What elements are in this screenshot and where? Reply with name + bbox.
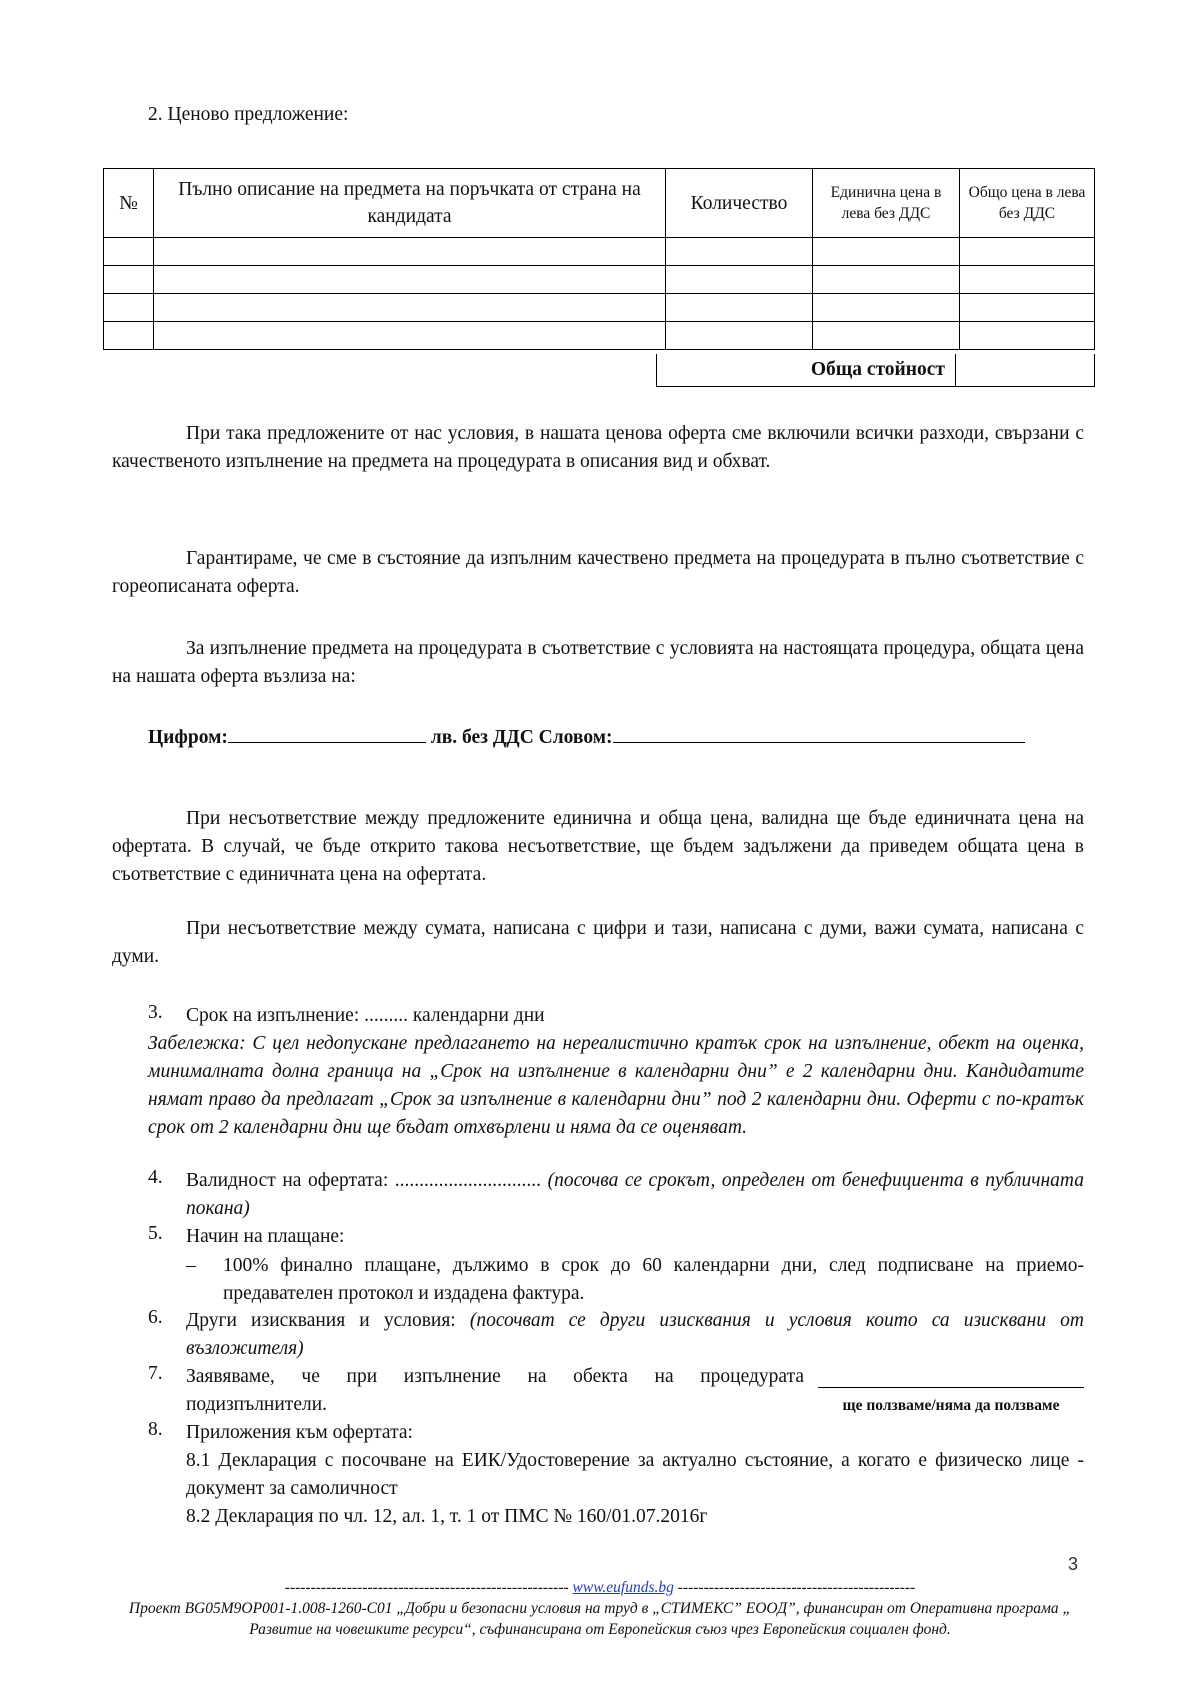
- header-description: Пълно описание на предмета на поръчката от страна на кандидата: [154, 169, 666, 238]
- item-6-text: [186, 1307, 1084, 1363]
- item-5-dash: –: [186, 1255, 196, 1276]
- item-8-1: 8.1 Декларация с посочване на ЕИК/Удостоверение за актуално състояние, а когато е физическо лице - документ за самоличност: [186, 1450, 1084, 1499]
- item-8-2: 8.2 Декларация по чл. 12, ал. 1, т. 1 от ПМС № 160/01.07.2016г: [186, 1506, 708, 1527]
- table-header-row: [104, 169, 1095, 238]
- table-cell[interactable]: [960, 294, 1095, 322]
- digits-blank[interactable]: [228, 722, 426, 743]
- header-unit-price: Единична цена в лева без ДДС: [813, 169, 960, 238]
- table-cell[interactable]: [104, 266, 154, 294]
- item-4-note: (посочва се срокът, определен от бенефициента в публичната покана): [186, 1170, 1084, 1219]
- footer-dashes-left: -------------------------------------------------------: [284, 1579, 569, 1596]
- item-3-note: Забележка: С цел недопускане предлагането на нереалистично кратък срок на изпълнение, обект на оценка, минималната долна граница на „Срок на изпълнение в календарни дни” е 2 календарни дни. Кандидатите нямат право да предлагат „Срок за изпълнение в календарни дни” под 2 календарни дни. Оферти с по-кратък срок от 2 календарни дни ще бъдат отхвърлени и няма да се оценяват.: [148, 1033, 1084, 1138]
- table-cell[interactable]: [154, 294, 666, 322]
- table-row: [104, 294, 1095, 322]
- item-7-caption: ще ползваме/няма да ползваме: [842, 1397, 1060, 1414]
- item-5-text: Начин на плащане:: [186, 1226, 345, 1247]
- footer-project-text: Проект BG05M9OP001-1.008-1260-C01 „Добри и безопасни условия на труд в „СТИМЕКС” ЕООД”, финансиран от Оперативна програма „ Развитие на човешките ресурси“, съфинансирана от Европейския съюз чрез Европейския социален фонд.: [128, 1600, 1072, 1638]
- item-6-number: 6.: [148, 1307, 163, 1328]
- item-6-label: Други изисквания и условия:: [186, 1310, 456, 1331]
- paragraph-mismatch-words: При несъответствие между сумата, написана с цифри и тази, написана с думи, важи сумата, написана с думи.: [112, 918, 1084, 967]
- header-total-price: Общо цена в лева без ДДС: [960, 169, 1095, 238]
- words-blank[interactable]: [613, 722, 1025, 743]
- table-cell[interactable]: [813, 294, 960, 322]
- item-5-number: 5.: [148, 1223, 163, 1244]
- table-row: [104, 322, 1095, 350]
- table-cell[interactable]: [104, 238, 154, 266]
- table-cell[interactable]: [666, 294, 813, 322]
- item-7-number: 7.: [148, 1363, 163, 1384]
- item-4-text: [186, 1167, 1084, 1223]
- item-3-text: Срок на изпълнение: ......... календарни дни: [186, 1005, 545, 1026]
- item-4-label: Валидност на офертата: ..............................: [186, 1170, 542, 1191]
- item-7-blank[interactable]: [818, 1365, 1084, 1388]
- page-number: 3: [1068, 1554, 1079, 1574]
- table-cell[interactable]: [813, 322, 960, 350]
- header-quantity: Количество: [666, 169, 813, 238]
- table-cell[interactable]: [813, 266, 960, 294]
- paragraph-costs: При така предложените от нас условия, в нашата ценова оферта сме включили всички разходи, свързани с качественото изпълнение на предмета на процедурата в описания вид и обхват.: [112, 423, 1084, 472]
- item-6-note: (посочват се други изисквания и условия които са изисквани от възложителя): [186, 1310, 1084, 1359]
- table-row: [104, 266, 1095, 294]
- table-cell[interactable]: [813, 238, 960, 266]
- words-label: лв. без ДДС Словом:: [430, 727, 613, 748]
- table-row: [104, 238, 1095, 266]
- table-cell[interactable]: [666, 322, 813, 350]
- digits-label: Цифром:: [148, 727, 228, 748]
- table-cell[interactable]: [666, 238, 813, 266]
- item-8-text: Приложения към офертата:: [186, 1422, 413, 1443]
- table-cell[interactable]: [154, 322, 666, 350]
- table-cell[interactable]: [960, 266, 1095, 294]
- table-cell[interactable]: [666, 266, 813, 294]
- footer-link-line: [120, 1577, 1080, 1598]
- item-3-number: 3.: [148, 1002, 163, 1023]
- item-4-number: 4.: [148, 1167, 163, 1188]
- price-table: [103, 168, 1095, 350]
- table-cell[interactable]: [154, 266, 666, 294]
- price-line: [148, 722, 1025, 749]
- paragraph-mismatch-unit: При несъответствие между предложените единична и обща цена, валидна ще бъде единичната цена на офертата. В случай, че бъде открито такова несъответствие, ще бъдем задължени да приведем общата цена в съответствие с единичната цена на офертата.: [112, 808, 1084, 885]
- table-cell[interactable]: [104, 294, 154, 322]
- paragraph-total-price-intro: За изпълнение предмета на процедурата в съответствие с условията на настоящата процедура, общата цена на нашата оферта възлиза на:: [112, 638, 1084, 687]
- section-title-price-offer: 2. Ценово предложение:: [148, 104, 349, 125]
- item-7-text-b: подизпълнители.: [186, 1394, 328, 1415]
- table-cell[interactable]: [960, 238, 1095, 266]
- item-7-text-a: Заявяваме, че при изпълнение на обекта на процедурата: [186, 1366, 804, 1387]
- table-cell[interactable]: [104, 322, 154, 350]
- table-cell[interactable]: [154, 238, 666, 266]
- total-row: [656, 354, 1095, 387]
- table-cell[interactable]: [960, 322, 1095, 350]
- footer-dashes-right: ----------------------------------------------: [677, 1579, 916, 1596]
- footer-link[interactable]: www.eufunds.bg: [572, 1579, 674, 1596]
- paragraph-guarantee: Гарантираме, че сме в състояние да изпълним качествено предмета на процедурата в пълно съответствие с гореописаната оферта.: [112, 548, 1084, 597]
- item-8-number: 8.: [148, 1419, 163, 1440]
- total-label: Обща стойност: [657, 354, 956, 386]
- header-number: №: [104, 169, 154, 238]
- total-value-cell[interactable]: [956, 354, 1094, 386]
- item-5-subitem: 100% финално плащане, дължимо в срок до 60 календарни дни, след подписване на приемо-предавателен протокол и издадена фактура.: [223, 1255, 1084, 1304]
